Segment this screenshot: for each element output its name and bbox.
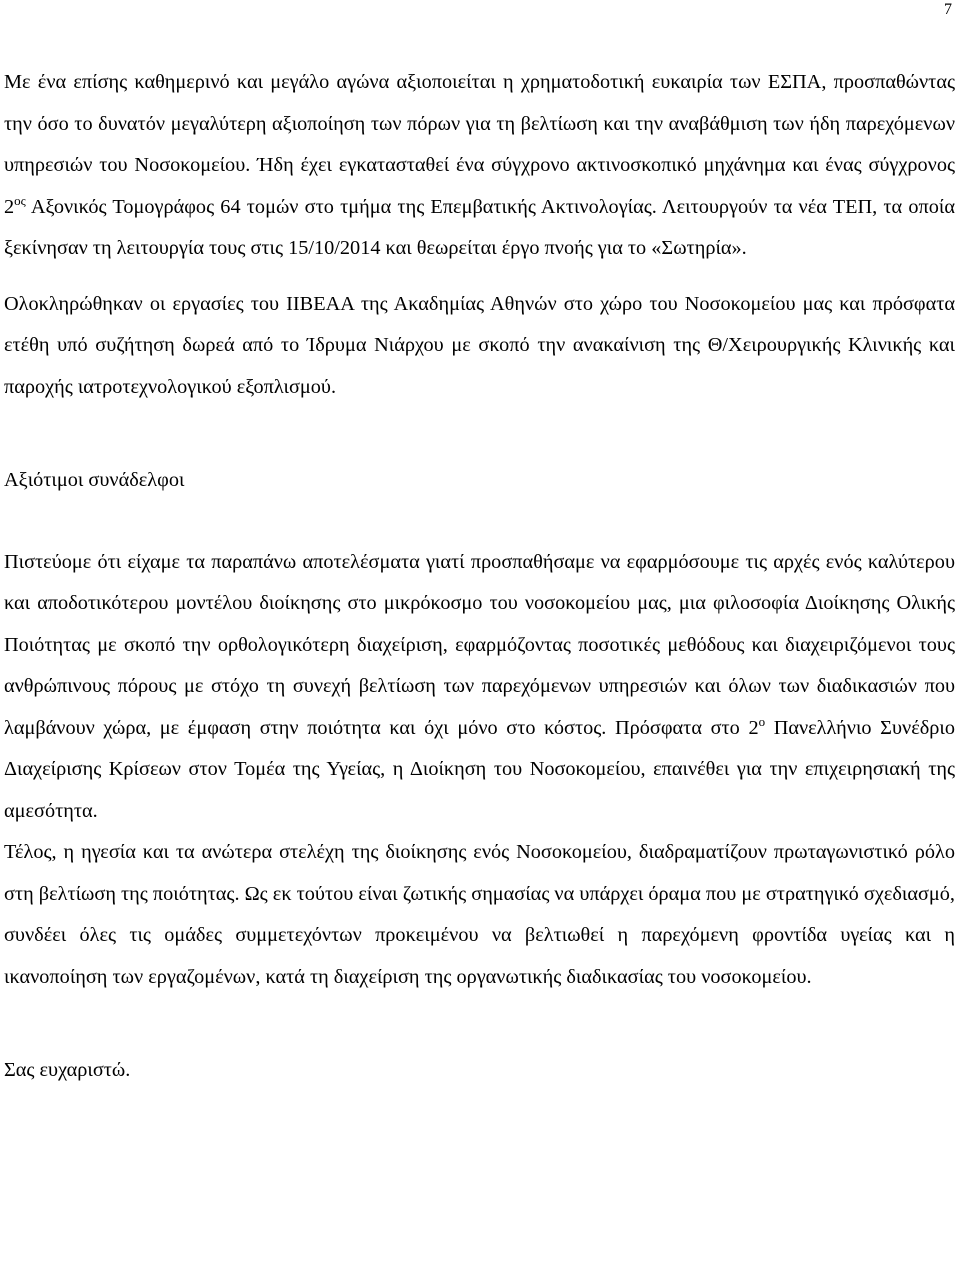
ordinal-superscript: ο [758, 713, 766, 729]
ordinal-superscript: ος [14, 192, 26, 208]
paragraph-espa-text-b: Αξονικός Τομογράφος 64 τομών στο τμήμα της Επεμβατικής Ακτινολογίας. Λειτουργούν τα νέα ΤΕΠ, τα οποία ξεκίνησαν τη λειτουργία τους στις 15/10/2014 και θεωρείται έργο πνοής για το «Σωτηρία». [4, 195, 955, 259]
paragraph-espa-text-a: Με ένα επίσης καθημερινό και μεγάλο αγώνα αξιοποιείται η χρηματοδοτική ευκαιρία των ΕΣΠΑ, προσπαθώντας την όσο το δυνατόν μεγαλύτερη αξιοποίηση των πόρων για τη βελτίωση και την αναβάθμιση των ήδη παρεχόμενων υπηρεσιών του Νοσοκομείου. Ήδη έχει εγκατασταθεί ένα σύγχρονο ακτινοσκοπικό μηχάνημα και ένας σύγχρονος 2 [4, 71, 955, 218]
salutation: Αξιότιμοι συνάδελφοι [4, 469, 185, 491]
paragraph-leadership: Τέλος, η ηγεσία και τα ανώτερα στελέχη της διοίκησης ενός Νοσοκομείου, διαδραματίζουν πρωταγωνιστικό ρόλο στη βελτίωση της ποιότητας. Ως εκ τούτου είναι ζωτικής σημασίας να υπάρχει όραμα που με στρατηγικό σχεδιασμό, συνδέει όλες τις ομάδες συμμετεχόντων προκειμένου να βελτιωθεί η παρεχόμενη φροντίδα υγείας και η ικανοποίηση των εργαζομένων, κατά τη διαχείριση της οργανωτικής διαδικασίας του νοσοκομείου. [4, 841, 955, 988]
paragraph-quality [4, 542, 955, 833]
paragraph-works: Ολοκληρώθηκαν οι εργασίες του ΙΙΒΕΑΑ της Ακαδημίας Αθηνών στο χώρο του Νοσοκομείου μας και πρόσφατα ετέθη υπό συζήτηση δωρεά από το Ίδρυμα Νιάρχου με σκοπό την ανακαίνιση της Θ/Χειρουργικής Κλινικής και παροχής ιατροτεχνολογικού εξοπλισμού. [4, 292, 955, 398]
page-number: 7 [944, 1, 952, 18]
paragraph-espa [4, 62, 955, 270]
closing-thanks: Σας ευχαριστώ. [4, 1059, 131, 1081]
document-body [4, 62, 955, 1092]
paragraph-quality-text-a: Πιστεύομε ότι είχαμε τα παραπάνω αποτελέσματα γιατί προσπαθήσαμε να εφαρμόσουμε τις αρχές ενός καλύτερου και αποδοτικότερου μοντέλου διοίκησης στο μικρόκοσμο του νοσοκομείου μας, μια φιλοσοφία Διοίκησης Ολικής Ποιότητας με σκοπό την ορθολογικότερη διαχείριση, εφαρμόζοντας ποσοτικές μεθόδους και διαχειριζόμενοι τους ανθρώπινους πόρους με στόχο τη συνεχή βελτίωση των παρεχόμενων υπηρεσιών και όλων των διαδικασιών που λαμβάνουν χώρα, με έμφαση στην ποιότητα και όχι μόνο στο κόστος. Πρόσφατα στο 2 [4, 550, 955, 739]
paragraph-quality-text-b: Πανελλήνιο Συνέδριο Διαχείρισης Κρίσεων στον Τομέα της Υγείας, η Διοίκηση του Νοσοκομείου, επαινέθει για την επιχειρησιακή της αμεσότητα. [4, 716, 955, 822]
